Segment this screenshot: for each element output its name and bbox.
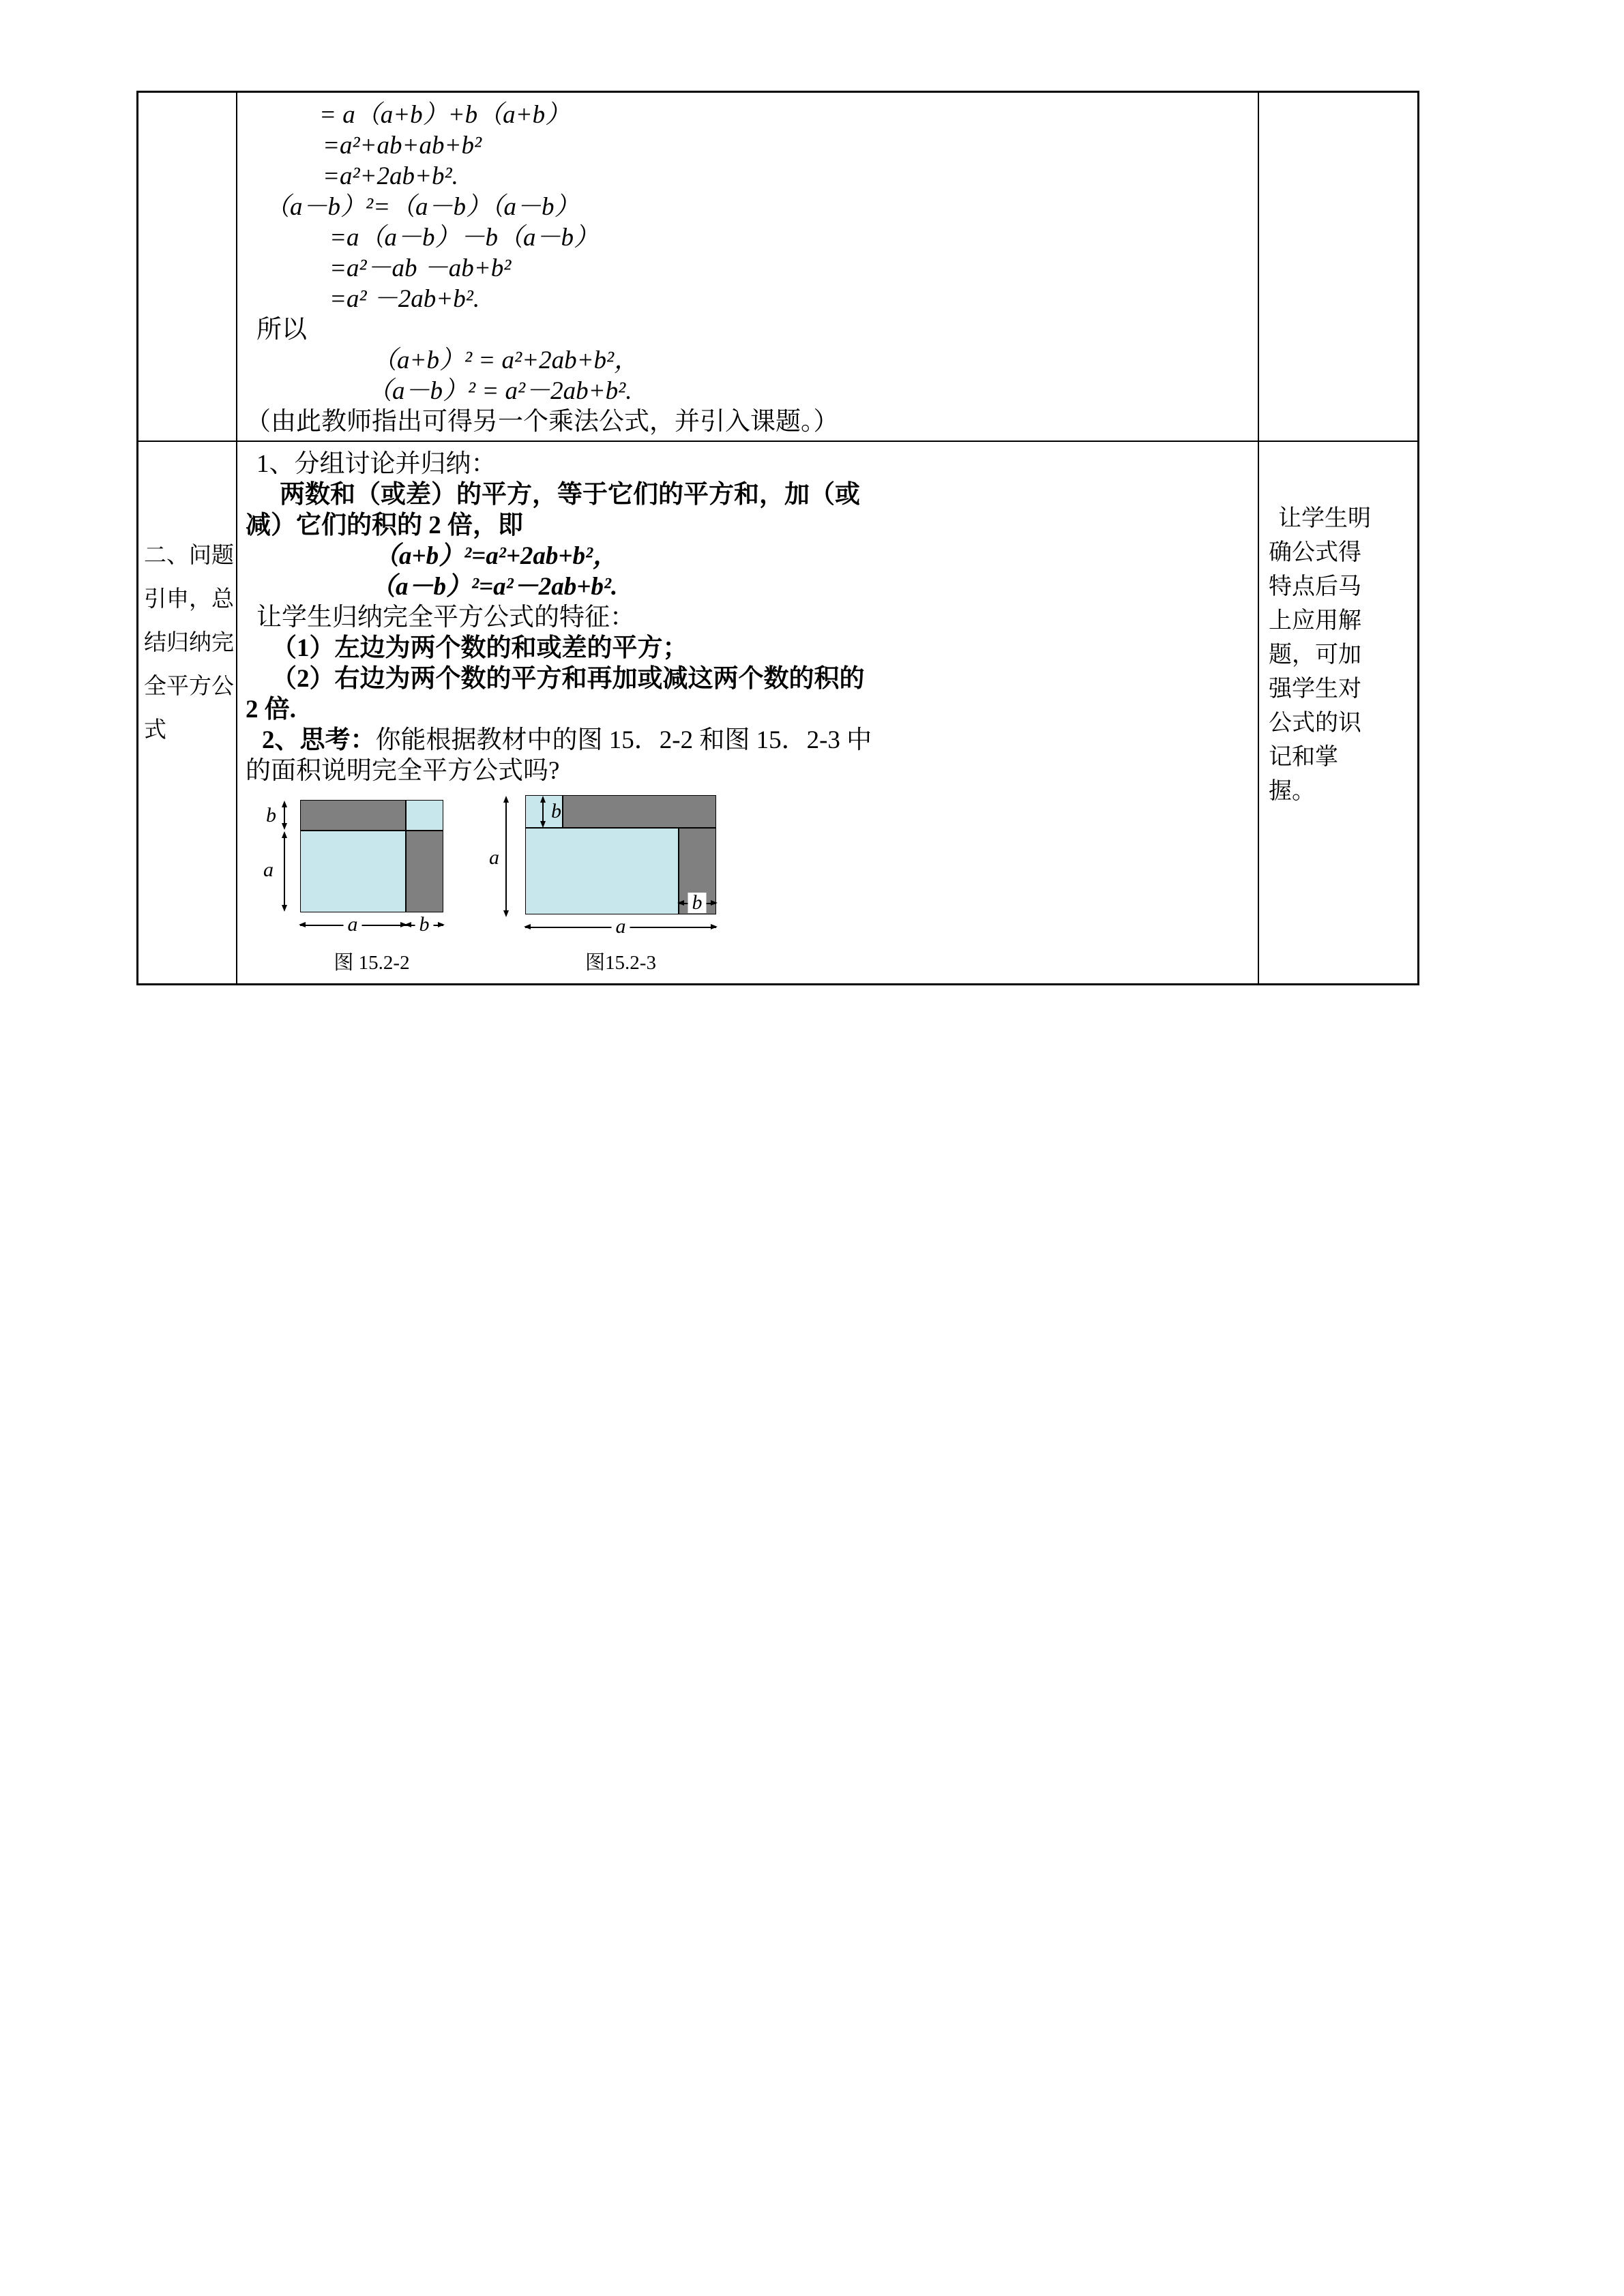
text-line-suoyi: 所以 [256, 316, 307, 344]
cell-row1-notes-empty [1259, 93, 1417, 442]
fig2-arrow-a-vertical [505, 797, 507, 916]
formula-line: =a（a－b）－b（a－b） [329, 224, 599, 252]
figure-caption-15-2-3: 图15.2-3 [585, 952, 656, 974]
think-label: 2、思考： [262, 726, 376, 754]
teacher-note-line: 特点后马 [1269, 574, 1361, 599]
think-question-line: 的面积说明完全平方公式吗? [246, 757, 560, 785]
teacher-remark-line: （由此教师指出可得另一个乘法公式，并引入课题。） [246, 408, 839, 436]
formula-line: = a（a+b）+b（a+b） [319, 101, 571, 129]
teacher-note-line: 确公式得 [1269, 540, 1361, 565]
fig1-label-a-left: a [263, 859, 274, 881]
figure-15-2-3 [488, 792, 774, 970]
fig2-region-a-minus-b-squared [525, 828, 679, 914]
formula-line: =a²+2ab+b². [323, 162, 458, 190]
cell-row1-derivation [237, 93, 1259, 442]
figure-caption-15-2-2: 图 15.2-2 [334, 952, 410, 974]
fig2-arrow-b-vertical [542, 797, 544, 826]
fig1-label-a-bottom: a [344, 914, 362, 935]
cell-row1-left-empty [138, 93, 237, 442]
formula-line: =a²+ab+ab+b² [323, 132, 482, 160]
section-title-line: 式 [144, 718, 166, 743]
feature-1: （1）左边为两个数的和或差的平方； [271, 634, 688, 662]
teacher-note-line: 握。 [1269, 779, 1315, 804]
rule-statement-line: 两数和（或差）的平方，等于它们的平方和，加（或 [280, 481, 860, 509]
fig2-label-a-bottom: a [612, 916, 630, 937]
teacher-note-line: 让学生明 [1278, 506, 1371, 531]
fig1-label-b-left: b [266, 804, 276, 826]
figure-15-2-2 [259, 800, 471, 970]
teacher-note-line: 公式的识 [1269, 711, 1361, 736]
think-text: 你能根据教材中的图 15．2-2 和图 15．2-3 中 [375, 726, 872, 754]
formula-line: （a－b）² = a²－2ab+b². [367, 377, 632, 405]
formula-line: =a² －2ab+b². [329, 285, 480, 313]
teacher-note-line: 上应用解 [1269, 608, 1361, 633]
formula-line: （a－b）²=（a－b）（a－b） [265, 193, 580, 221]
cell-teacher-notes [1259, 442, 1417, 983]
fig2-region-top-strip [563, 795, 716, 828]
figures-area [246, 792, 1245, 972]
section-title-line: 结归纳完 [144, 631, 234, 655]
fig1-label-b-bottom: b [415, 914, 434, 935]
fig2-label-b-right: b [688, 893, 707, 913]
formula-diff: （a－b）²=a²－2ab+b². [370, 573, 618, 601]
section-title-line: 全平方公 [144, 674, 234, 699]
lesson-plan-table [136, 91, 1419, 985]
formula-sum: （a+b）²=a²+2ab+b²， [374, 542, 619, 570]
fig1-region-a-by-b-top [300, 800, 406, 831]
formula-line: （a+b）² = a²+2ab+b²， [372, 346, 640, 374]
list-item-1: 1、分组讨论并归纳： [256, 450, 497, 478]
features-intro: 让学生归纳完全平方公式的特征： [256, 603, 635, 631]
feature-2-line: 2 倍. [246, 696, 296, 724]
fig1-arrow-b-vertical [284, 802, 285, 829]
fig2-label-b-top: b [551, 800, 561, 822]
formula-line: =a²－ab －ab+b² [329, 254, 512, 282]
section-title-line: 二、问题 [144, 543, 234, 568]
fig1-arrow-a-vertical [284, 833, 285, 910]
teacher-note-line: 强学生对 [1269, 676, 1361, 702]
cell-section-title [138, 442, 237, 983]
cell-row2-content [237, 442, 1259, 983]
fig2-label-a-left: a [489, 846, 499, 869]
teacher-note-line: 记和掌 [1269, 745, 1338, 770]
fig1-region-a-by-b-right [406, 831, 443, 912]
section-title-line: 引申，总 [144, 587, 234, 612]
fig1-region-a-squared [300, 831, 406, 912]
rule-statement-line: 减）它们的积的 2 倍，即 [246, 511, 523, 539]
fig1-region-b-squared [406, 800, 443, 831]
think-question-line [246, 725, 1245, 756]
teacher-note-line: 题，可加 [1269, 642, 1361, 668]
feature-2-line: （2）右边为两个数的平方和再加或减这两个数的积的 [271, 665, 865, 693]
